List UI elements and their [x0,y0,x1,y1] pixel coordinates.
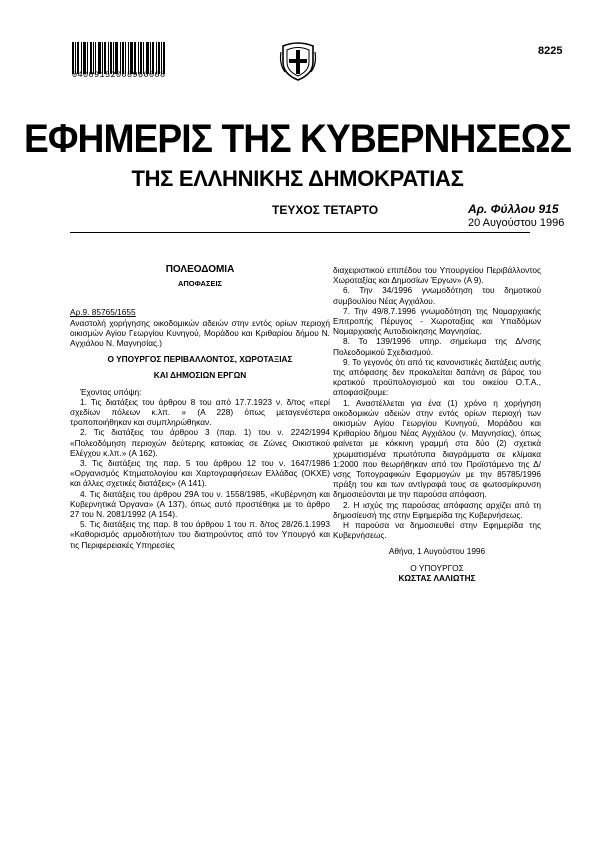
decision-number: Αρ.9. 85765/1655 [70,307,136,318]
gazette-title: ΕΦΗΜΕΡΙΣ ΤΗΣ ΚΥΒΕΡΝΗΣΕΩΣ [24,117,571,161]
coat-of-arms-emblem [279,40,317,82]
subsection-heading: ΑΠΟΦΑΣΕΙΣ [177,279,223,289]
clause-5: 5. Τις διατάξεις της παρ. 8 του άρθρου 1 του π. δ/τος 28/26.1.1993 «Καθορισμός αρμοδιοτήτων του διατηρούντος από τον Υπουργό και τις Περιφερειακές Υπηρεσίες [70,519,330,550]
signer-name: ΚΩΣΤΑΣ ΛΑΛΙΩΤΗΣ [398,572,476,583]
minister-heading-line2: ΚΑΙ ΔΗΜΟΣΙΩΝ ΕΡΓΩΝ [153,370,247,381]
page-number: 8225 [538,45,563,57]
clause-3: 3. Τις διατάξεις της παρ. 5 του άρθρου 12 του ν. 1647/1986 «Οργανισμός Κτηματολογίου και Χαρτογραφήσεων Ελλάδας (ΟΚΧΕ) και άλλες σχετικές διατάξεις» (Α 141). [70,458,330,489]
gazette-subtitle: ΤΗΣ ΕΛΛΗΝΙΚΗΣ ΔΗΜΟΚΡΑΤΙΑΣ [131,166,464,191]
clause-6: 6. Την 34/1996 γνωμοδότηση του δημοτικού συμβουλίου Νέας Αγχιάλου. [333,285,541,306]
publication-order: Η παρούσα να δημοσιευθεί στην Εφημερίδα της Κυβερνήσεως. [333,520,541,541]
clause-2: 2. Τις διατάξεις του άρθρου 3 (παρ. 1) του ν. 2242/1994 «Πολεοδόμηση περιοχών δεύτερης κατοικίας σε Ζώνες Οικιστικού Ελέγχου κ.λπ.» (Α 162). [70,427,330,458]
clause-1: 1. Τις διατάξεις του άρθρου 8 του από 17.7.1923 ν. δ/τος «περί σχεδίων πόλεων κ.λπ. » (Α 228) όπως μεταγενέστερα τροποποιήθηκαν και συμπληρώθηκαν. [70,396,330,428]
decision-subject: Αναστολή χορήγησης οικοδομικών αδειών στην εντός ορίων περιοχή οικισμών Αγίου Γεωργίου Κυνηγού, Μοράδου και Κριθαρίου δήμου Ν. Αγχιάλου Ν. Μαγνησίας.) [70,317,330,349]
clause-5-continued: διαχειριστικού επιπέδου του Υπουργείου Περιβάλλοντος Χωροταξίας και Δημοσίων Έργων» (Α 9). [333,265,541,286]
barcode-number: 04009152008960008 [72,70,166,80]
minister-heading-line1: Ο ΥΠΟΥΡΓΟΣ ΠΕΡΙΒΑΛΛΟΝΤΟΣ, ΧΩΡΟΤΑΞΙΑΣ [107,354,293,365]
having-regard: Έχοντας υπόψη: [80,386,142,397]
header-divider [70,232,530,233]
clause-8: 8. Το 139/1996 υπηρ. σημείωμα της Δ/νσης Πολεοδομικού Σχεδιασμού. [333,336,541,357]
signer-title: Ο ΥΠΟΥΡΓΟΣ [410,562,464,573]
decision-article-1: 1. Αναστέλλεται για ένα (1) χρόνο η χορήγηση οικοδομικών αδειών στην εντός ορίων περιοχή των οικισμών Αγίου Γεωργίου Κυνηγού, Μοράδου και Κριθαρίου δήμου Νέας Αγχιάλου (ν. Μαγνησίας), όπως φαίνεται με κόκκινη γραμμή στα δύο (2) σχετικά χρωματισμένα πρωτότυπα διαγράμματα σε κλίμακα 1:2000 που θεωρήθηκαν από τον Προϊστάμενο της Δ/νσης Τοπογραφικών Εφαρμογών με την 85785/1996 πράξη του και των αντίγραφά τους σε φωτοσμίκρυνση δημοσιεύονται με την παρούσα απόφαση. [333,397,541,500]
place-date: Αθήνα, 1 Αυγούστου 1996 [388,546,486,557]
issue-label: ΤΕΥΧΟΣ ΤΕΤΑΡΤΟ [272,203,379,217]
sheet-number: Αρ. Φύλλου 915 [468,202,559,216]
section-heading: ΠΟΛΕΟΔΟΜΙΑ [165,264,235,275]
issue-date: 20 Αυγούστου 1996 [468,217,565,229]
right-column [333,265,541,583]
left-column [70,265,330,550]
clause-9: 9. Το γεγονός ότι από τις κανονιστικές διατάξεις αυτής της απόφασης δεν προκαλείται δαπάνη σε βάρος του κρατικού προϋπολογισμού και του οικείου Ο.Τ.Α., αποφασίζουμε: [333,356,541,398]
decision-article-2: 2. Η ισχύς της παρούσας απόφασης αρχίζει από τη δημοσίευσή της στην Εφημερίδα της Κυβερνήσεως. [333,499,541,520]
clause-4: 4. Τις διατάξεις του άρθρου 29Α του ν. 1558/1985, «Κυβέρνηση και Κυβερνητικά Όργανα» (Α 137), όπως αυτό προστέθηκε με το άρθρο 27 του Ν. 2081/1992 (Α 154). [70,488,330,520]
clause-7: 7. Την 49/8.7.1996 γνωμοδότηση της Νομαρχιακής Επιτροπής Πέρυγος - Χωροταξίας και Υπαδόμων Νομαρχιακής Αυτοδιοίκησης Μαγνησίας. [333,305,541,337]
